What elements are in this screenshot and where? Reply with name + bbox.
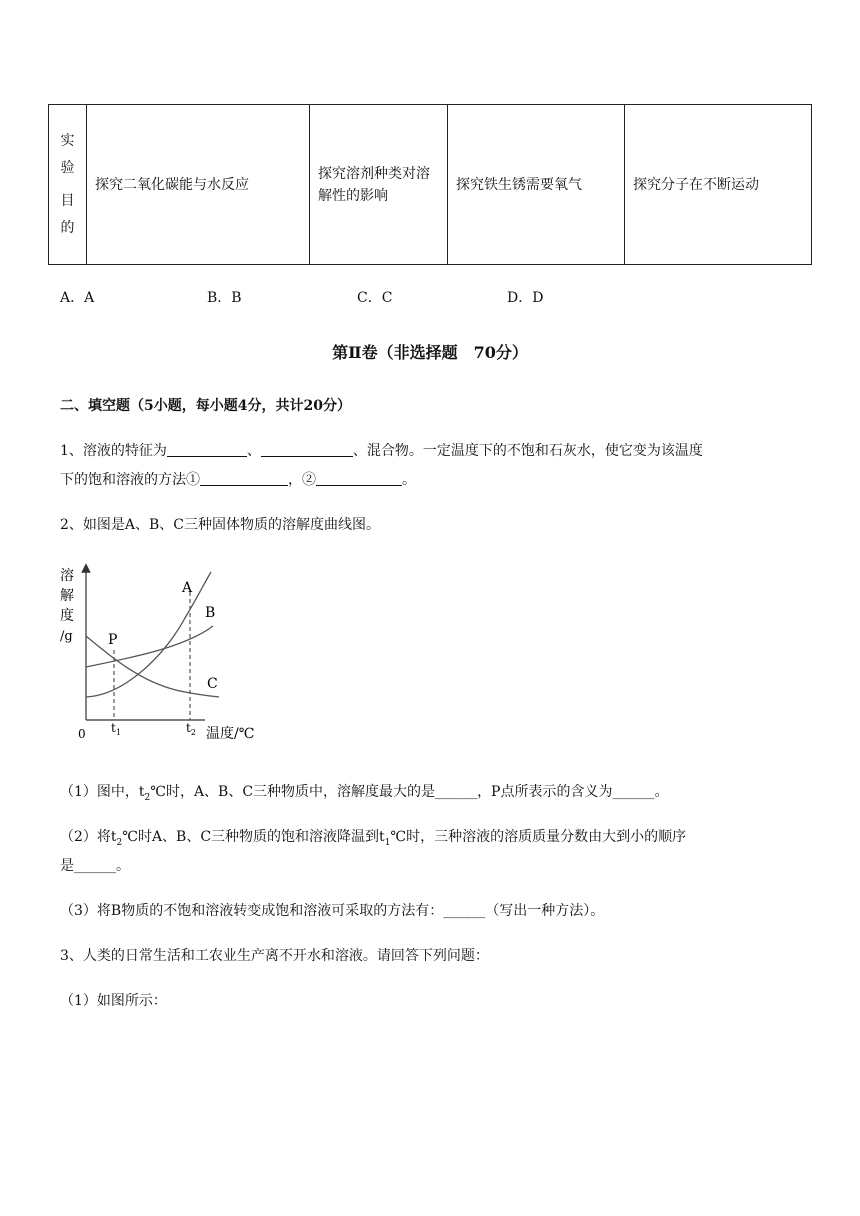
q2-text: 。 <box>116 858 130 874</box>
y-axis-label-char: 解 <box>60 588 74 604</box>
q2-text: 是 <box>60 858 74 874</box>
curve-b <box>86 626 213 667</box>
q1-text: 。 <box>402 472 416 488</box>
option-b: B．B <box>207 290 242 306</box>
q1-text: ，② <box>288 472 316 488</box>
table-cell: 探究溶剂种类对溶解性的影响 <box>310 105 448 265</box>
experiment-table <box>48 104 812 265</box>
answer-blank <box>261 442 353 457</box>
q2-text: （写出一种方法）。 <box>485 903 605 919</box>
answer-blank: ______ <box>612 784 655 800</box>
q2-part2-line1 <box>60 826 686 848</box>
table-cell: 探究铁生锈需要氧气 <box>448 105 625 265</box>
q1-text: 1、溶液的特征为 <box>60 443 167 459</box>
curve-label-a: A <box>182 580 193 596</box>
answer-blank <box>167 442 247 457</box>
section-title: 二、填空题（5小题，每小题4分，共计20分） <box>60 398 351 414</box>
subscript: 2 <box>116 837 123 848</box>
answer-blank: ______ <box>443 903 486 919</box>
q2-text: 。 <box>654 784 669 800</box>
q2-text: ，P点所表示的含义为 <box>477 784 613 800</box>
header-char: 实 <box>60 132 75 149</box>
x-axis-label: 温度/℃ <box>206 726 255 742</box>
part-title: 第Ⅱ卷（非选择题 70分） <box>332 343 528 362</box>
header-char: 目 <box>60 192 75 209</box>
answer-blank: ______ <box>74 858 116 874</box>
answer-blank: ______ <box>435 784 478 800</box>
y-axis-label-char: 度 <box>60 608 74 624</box>
option-d: D．D <box>507 290 544 306</box>
q1-text: 、 <box>246 443 261 459</box>
subscript: 2 <box>144 792 151 803</box>
q2-intro: 2、如图是A、B、C三种固体物质的溶解度曲线图。 <box>60 517 381 533</box>
header-char: 验 <box>60 159 75 176</box>
option-a: A．A <box>60 290 95 306</box>
y-axis-unit: /g <box>60 629 73 644</box>
q3-intro: 3、人类的日常生活和工农业生产离不开水和溶液。请回答下列问题： <box>60 948 489 964</box>
origin-label: 0 <box>78 727 86 741</box>
q2-text: ℃时A、B、C三种物质的饱和溶液降温到t <box>122 829 385 845</box>
q2-text: （3）将B物质的不饱和溶液转变成饱和溶液可采取的方法有： <box>60 903 444 919</box>
q2-part2-line2 <box>60 855 130 875</box>
solubility-curve-figure <box>55 560 265 750</box>
subscript: 1 <box>384 837 391 848</box>
q2-part3 <box>60 900 604 920</box>
point-label-p: P <box>108 632 118 648</box>
t2-tick-label: $t_2$ <box>186 721 196 737</box>
q1-line1 <box>60 440 703 460</box>
curve-a <box>86 572 211 697</box>
table-cell: 探究二氧化碳能与水反应 <box>87 105 310 265</box>
q2-part1 <box>60 781 668 803</box>
q2-text: （2）将t <box>60 829 117 845</box>
q2-text: ℃时，A、B、C三种物质中，溶解度最大的是 <box>150 784 436 800</box>
q1-line2 <box>60 469 416 489</box>
table-row <box>49 105 812 265</box>
curve-c <box>86 636 219 697</box>
q1-text: 下的饱和溶液的方法① <box>60 472 200 488</box>
q2-text: （1）图中，t <box>60 784 145 800</box>
header-char: 的 <box>60 219 75 236</box>
y-axis-label-char: 溶 <box>60 568 74 584</box>
table-cell: 探究分子在不断运动 <box>625 105 812 265</box>
q3-part1: （1）如图所示： <box>60 993 167 1009</box>
curve-label-c: C <box>207 676 218 692</box>
q1-text: 、混合物。一定温度下的不饱和石灰水，使它变为该温度 <box>352 443 703 459</box>
table-row-header <box>49 105 87 265</box>
curve-label-b: B <box>205 605 216 621</box>
answer-blank <box>200 471 288 486</box>
t1-tick-label: $t_1$ <box>111 721 121 737</box>
option-c: C．C <box>357 290 393 306</box>
answer-blank <box>316 471 402 486</box>
q2-text: ℃时，三种溶液的溶质质量分数由大到小的顺序 <box>390 829 687 845</box>
